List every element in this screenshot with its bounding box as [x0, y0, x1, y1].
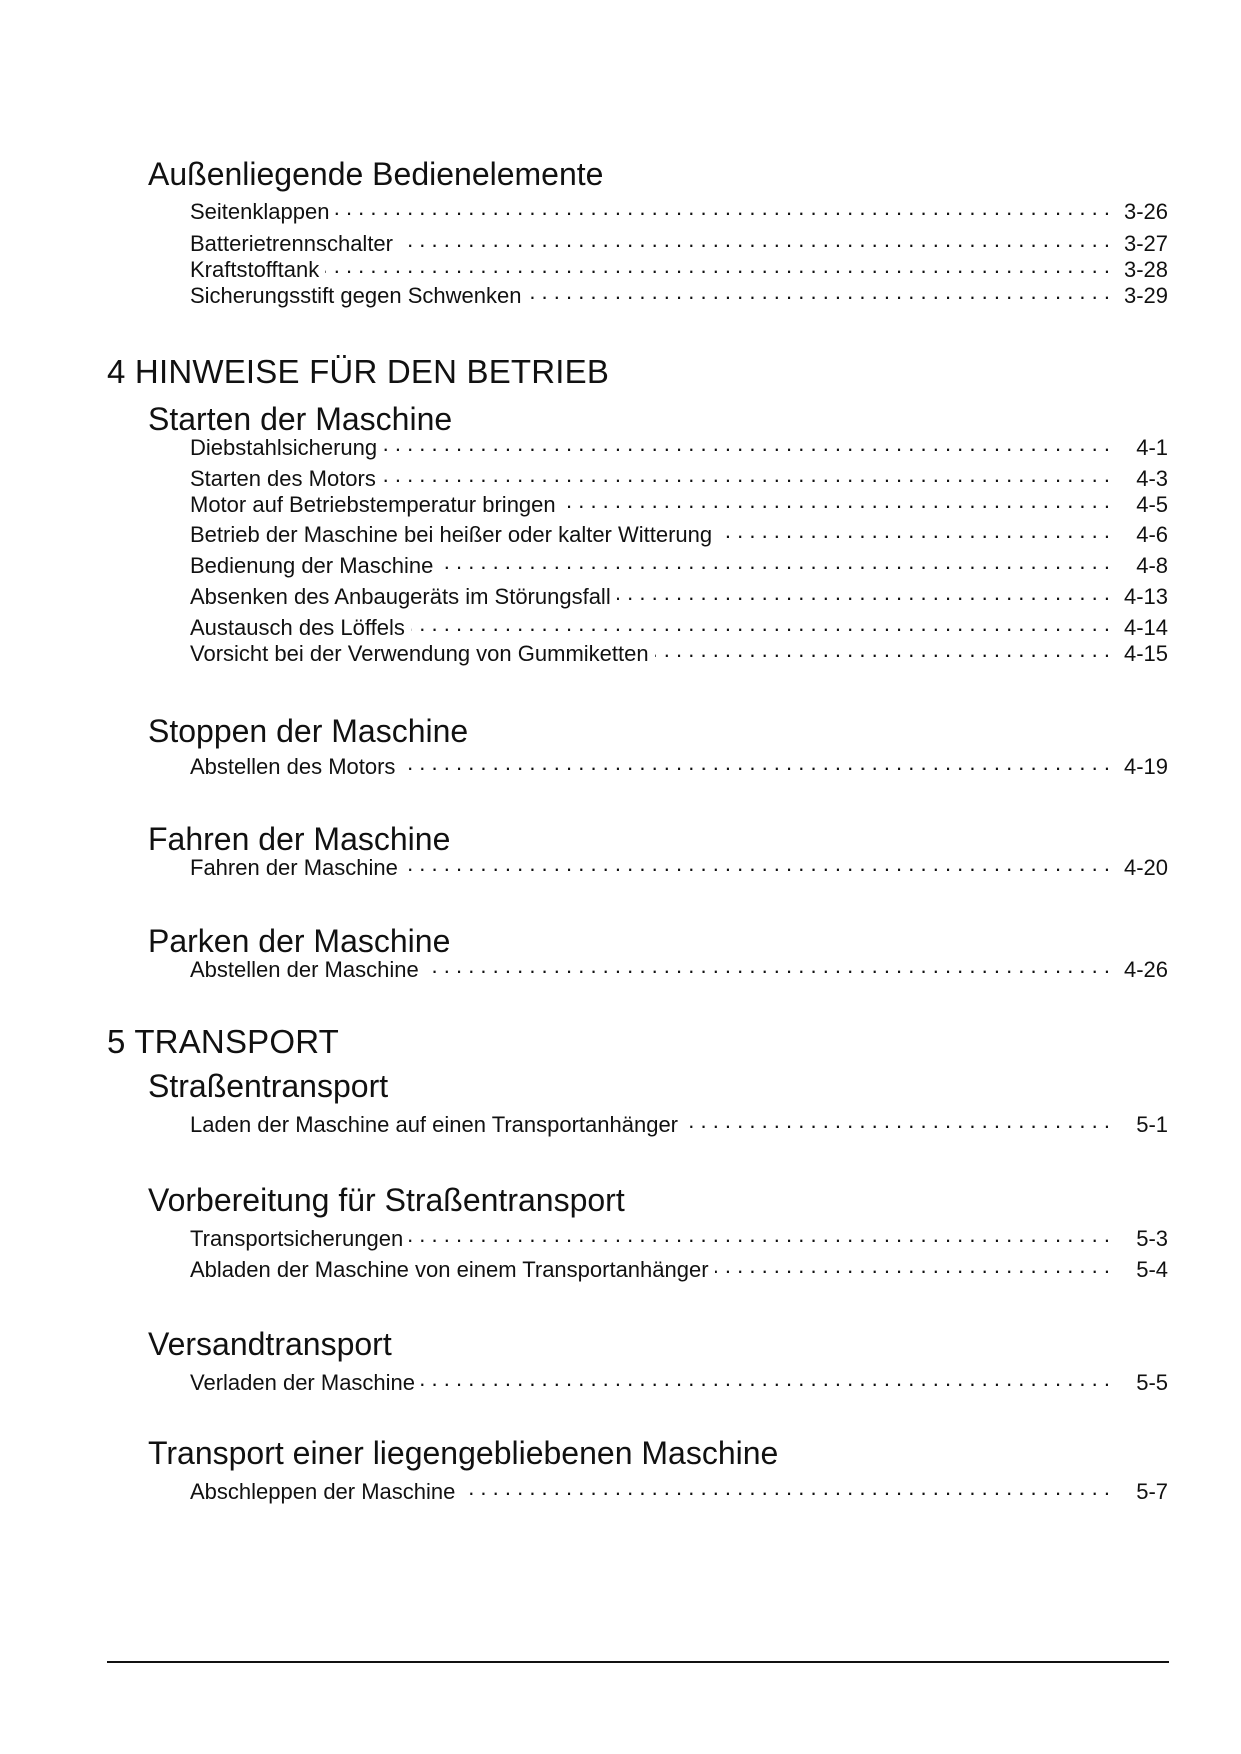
entry-label: Batterietrennschalter — [190, 231, 393, 256]
entry-page: 4-13 — [1123, 584, 1168, 609]
dot-leader — [382, 464, 1110, 486]
entry-label: Vorsicht bei der Verwendung von Gummiketten — [190, 641, 649, 666]
dot-leader — [399, 229, 1110, 251]
entry-label: Betrieb der Maschine bei heißer oder kalter Witterung — [190, 522, 713, 547]
dot-leader — [325, 255, 1110, 277]
section-heading: Vorbereitung für Straßentransport — [148, 1182, 625, 1218]
section-heading: Außenliegende Bedienelemente — [148, 156, 604, 192]
section-heading: Starten der Maschine — [148, 401, 453, 437]
dot-leader — [684, 1110, 1110, 1132]
entry-label: Bedienung der Maschine — [190, 553, 434, 578]
toc-entry[interactable] — [190, 639, 1168, 667]
dot-leader — [439, 551, 1110, 573]
dot-leader — [401, 752, 1110, 774]
toc-entry[interactable] — [190, 490, 1168, 518]
dot-leader — [527, 281, 1110, 303]
section-heading: Stoppen der Maschine — [148, 713, 469, 749]
entry-page: 3-26 — [1123, 199, 1168, 224]
toc-entry[interactable] — [190, 1255, 1168, 1283]
toc-entry[interactable] — [190, 853, 1168, 881]
entry-label: Kraftstofftank — [190, 257, 320, 282]
entry-page: 4-8 — [1136, 553, 1168, 578]
entry-page: 4-15 — [1123, 641, 1168, 666]
entry-page: 5-3 — [1136, 1226, 1168, 1251]
dot-leader — [411, 613, 1110, 635]
chapter-heading: 5 TRANSPORT — [107, 1023, 340, 1060]
toc-entry[interactable] — [190, 197, 1168, 225]
dot-leader — [421, 1368, 1110, 1390]
entry-page: 4-26 — [1123, 957, 1168, 982]
toc-entry[interactable] — [190, 1368, 1168, 1396]
section-heading: Straßentransport — [148, 1068, 389, 1104]
entry-page: 3-29 — [1123, 283, 1168, 308]
entry-page: 5-5 — [1136, 1370, 1168, 1395]
toc-entry[interactable] — [190, 752, 1168, 780]
toc-entry[interactable] — [190, 255, 1168, 283]
toc-entry[interactable] — [190, 520, 1168, 548]
entry-label: Verladen der Maschine — [190, 1370, 416, 1395]
entry-label: Abstellen des Motors — [190, 754, 396, 779]
dot-leader — [461, 1477, 1110, 1499]
dot-leader — [404, 853, 1110, 875]
entry-page: 4-20 — [1123, 855, 1168, 880]
dot-leader — [718, 520, 1110, 542]
entry-page: 4-1 — [1136, 435, 1168, 460]
toc-entry[interactable] — [190, 613, 1168, 641]
entry-page: 3-27 — [1123, 231, 1168, 256]
dot-leader — [409, 1224, 1110, 1246]
entry-label: Absenken des Anbaugeräts im Störungsfall — [190, 584, 611, 609]
dot-leader — [562, 490, 1110, 512]
entry-label: Austausch des Löffels — [190, 615, 405, 640]
toc-entry[interactable] — [190, 551, 1168, 579]
dot-leader — [335, 197, 1110, 219]
toc-entry[interactable] — [190, 582, 1168, 610]
footer-rule — [107, 1661, 1169, 1663]
toc-entry[interactable] — [190, 955, 1168, 983]
entry-label: Starten des Motors — [190, 466, 376, 491]
section-heading: Versandtransport — [148, 1326, 392, 1362]
entry-page: 4-5 — [1136, 492, 1168, 517]
toc-entry[interactable] — [190, 1224, 1168, 1252]
entry-page: 4-6 — [1136, 522, 1168, 547]
entry-label: Sicherungsstift gegen Schwenken — [190, 283, 522, 308]
toc-entry[interactable] — [190, 1110, 1168, 1138]
entry-label: Transportsicherungen — [190, 1226, 404, 1251]
entry-label: Laden der Maschine auf einen Transportanhänger — [190, 1112, 679, 1137]
entry-label: Seitenklappen — [190, 199, 330, 224]
entry-page: 4-14 — [1123, 615, 1168, 640]
chapter-heading: 4 HINWEISE FÜR DEN BETRIEB — [107, 353, 610, 390]
section-heading: Transport einer liegengebliebenen Maschine — [148, 1435, 779, 1471]
section-heading: Parken der Maschine — [148, 923, 451, 959]
toc-entry[interactable] — [190, 229, 1168, 257]
entry-page: 5-1 — [1136, 1112, 1168, 1137]
entry-label: Diebstahlsicherung — [190, 435, 378, 460]
toc-entry[interactable] — [190, 433, 1168, 461]
entry-label: Abschleppen der Maschine — [190, 1479, 456, 1504]
dot-leader — [715, 1255, 1110, 1277]
dot-leader — [655, 639, 1110, 661]
entry-page: 5-4 — [1136, 1257, 1168, 1282]
entry-page: 4-19 — [1123, 754, 1168, 779]
entry-page: 4-3 — [1136, 466, 1168, 491]
toc-entry[interactable] — [190, 1477, 1168, 1505]
section-heading: Fahren der Maschine — [148, 821, 451, 857]
dot-leader — [617, 582, 1110, 604]
entry-page: 3-28 — [1123, 257, 1168, 282]
entry-page: 5-7 — [1136, 1479, 1168, 1504]
entry-label: Motor auf Betriebstemperatur bringen — [190, 492, 556, 517]
entry-label: Abstellen der Maschine — [190, 957, 419, 982]
entry-label: Fahren der Maschine — [190, 855, 398, 880]
dot-leader — [383, 433, 1110, 455]
toc-entry[interactable] — [190, 281, 1168, 309]
entry-label: Abladen der Maschine von einem Transportanhänger — [190, 1257, 709, 1282]
dot-leader — [425, 955, 1110, 977]
toc-entry[interactable] — [190, 464, 1168, 492]
